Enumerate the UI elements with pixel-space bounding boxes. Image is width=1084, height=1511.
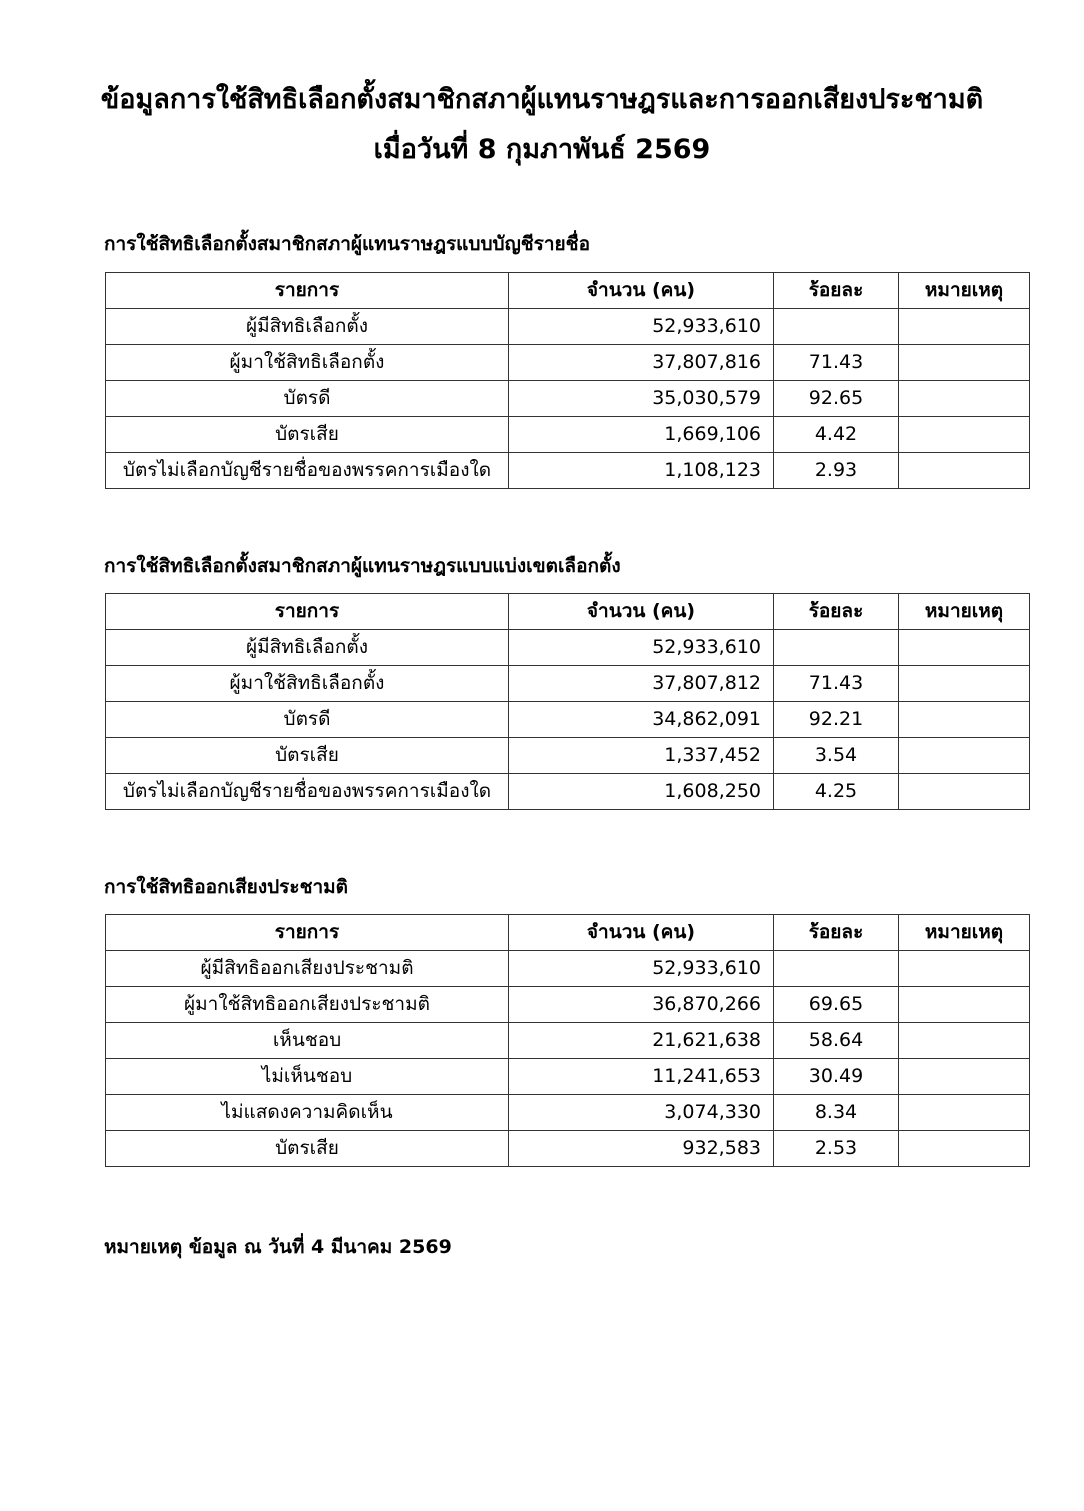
table-header-row bbox=[106, 594, 1030, 630]
cell-percent bbox=[774, 630, 899, 666]
column-header-count: จำนวน (คน) bbox=[509, 273, 774, 309]
cell-remark bbox=[899, 702, 1030, 738]
column-header-count: จำนวน (คน) bbox=[509, 594, 774, 630]
cell-percent: 71.43 bbox=[774, 666, 899, 702]
cell-item: บัตรดี bbox=[106, 702, 509, 738]
section-heading-referendum: การใช้สิทธิออกเสียงประชามติ bbox=[104, 876, 348, 898]
cell-item: ผู้มาใช้สิทธิเลือกตั้ง bbox=[106, 666, 509, 702]
table-row bbox=[106, 309, 1030, 345]
cell-item: เห็นชอบ bbox=[106, 1023, 509, 1059]
page-subtitle-date: เมื่อวันที่ 8 กุมภาพันธ์ 2569 bbox=[373, 134, 711, 165]
table-row bbox=[106, 345, 1030, 381]
cell-count: 3,074,330 bbox=[509, 1095, 774, 1131]
cell-item: ผู้มีสิทธิออกเสียงประชามติ bbox=[106, 951, 509, 987]
cell-count: 1,108,123 bbox=[509, 453, 774, 489]
cell-count: 52,933,610 bbox=[509, 309, 774, 345]
cell-percent: 3.54 bbox=[774, 738, 899, 774]
cell-item: ไม่แสดงความคิดเห็น bbox=[106, 1095, 509, 1131]
cell-remark bbox=[899, 987, 1030, 1023]
referendum-table bbox=[105, 914, 1030, 1167]
cell-remark bbox=[899, 381, 1030, 417]
column-header-item: รายการ bbox=[106, 273, 509, 309]
cell-remark bbox=[899, 1095, 1030, 1131]
cell-percent bbox=[774, 309, 899, 345]
column-header-count: จำนวน (คน) bbox=[509, 915, 774, 951]
cell-percent: 8.34 bbox=[774, 1095, 899, 1131]
table-row bbox=[106, 774, 1030, 810]
cell-count: 1,608,250 bbox=[509, 774, 774, 810]
column-header-percent: ร้อยละ bbox=[774, 915, 899, 951]
cell-item: บัตรเสีย bbox=[106, 738, 509, 774]
cell-count: 52,933,610 bbox=[509, 951, 774, 987]
column-header-item: รายการ bbox=[106, 594, 509, 630]
cell-remark bbox=[899, 738, 1030, 774]
table-row bbox=[106, 417, 1030, 453]
table-row bbox=[106, 1059, 1030, 1095]
table-row bbox=[106, 1131, 1030, 1167]
cell-count: 1,669,106 bbox=[509, 417, 774, 453]
page-title: ข้อมูลการใช้สิทธิเลือกตั้งสมาชิกสภาผู้แทนราษฎรและการออกเสียงประชามติ bbox=[100, 84, 984, 115]
table-header-row bbox=[106, 915, 1030, 951]
table-row bbox=[106, 666, 1030, 702]
section-heading-party-list: การใช้สิทธิเลือกตั้งสมาชิกสภาผู้แทนราษฎรแบบบัญชีรายชื่อ bbox=[104, 233, 590, 255]
cell-item: ผู้มีสิทธิเลือกตั้ง bbox=[106, 309, 509, 345]
cell-item: บัตรเสีย bbox=[106, 1131, 509, 1167]
cell-count: 34,862,091 bbox=[509, 702, 774, 738]
column-header-percent: ร้อยละ bbox=[774, 273, 899, 309]
table-row bbox=[106, 1023, 1030, 1059]
table-row bbox=[106, 738, 1030, 774]
cell-count: 52,933,610 bbox=[509, 630, 774, 666]
cell-remark bbox=[899, 774, 1030, 810]
column-header-item: รายการ bbox=[106, 915, 509, 951]
table-row bbox=[106, 453, 1030, 489]
cell-count: 11,241,653 bbox=[509, 1059, 774, 1095]
column-header-percent: ร้อยละ bbox=[774, 594, 899, 630]
cell-remark bbox=[899, 666, 1030, 702]
cell-percent: 30.49 bbox=[774, 1059, 899, 1095]
cell-remark bbox=[899, 951, 1030, 987]
cell-count: 932,583 bbox=[509, 1131, 774, 1167]
table-header-row bbox=[106, 273, 1030, 309]
column-header-remark: หมายเหตุ bbox=[899, 594, 1030, 630]
cell-percent: 4.25 bbox=[774, 774, 899, 810]
cell-count: 37,807,816 bbox=[509, 345, 774, 381]
table-row bbox=[106, 381, 1030, 417]
cell-count: 1,337,452 bbox=[509, 738, 774, 774]
cell-remark bbox=[899, 453, 1030, 489]
party-list-table bbox=[105, 272, 1030, 489]
cell-count: 37,807,812 bbox=[509, 666, 774, 702]
constituency-table bbox=[105, 593, 1030, 810]
cell-count: 35,030,579 bbox=[509, 381, 774, 417]
cell-percent: 2.93 bbox=[774, 453, 899, 489]
cell-count: 21,621,638 bbox=[509, 1023, 774, 1059]
table-row bbox=[106, 630, 1030, 666]
table-row bbox=[106, 951, 1030, 987]
cell-remark bbox=[899, 1023, 1030, 1059]
cell-item: บัตรเสีย bbox=[106, 417, 509, 453]
cell-count: 36,870,266 bbox=[509, 987, 774, 1023]
cell-remark bbox=[899, 1059, 1030, 1095]
cell-percent: 4.42 bbox=[774, 417, 899, 453]
cell-percent: 71.43 bbox=[774, 345, 899, 381]
cell-percent: 58.64 bbox=[774, 1023, 899, 1059]
table-row bbox=[106, 987, 1030, 1023]
table-row bbox=[106, 702, 1030, 738]
cell-item: ผู้มีสิทธิเลือกตั้ง bbox=[106, 630, 509, 666]
cell-percent: 2.53 bbox=[774, 1131, 899, 1167]
cell-percent: 92.65 bbox=[774, 381, 899, 417]
cell-item: บัตรไม่เลือกบัญชีรายชื่อของพรรคการเมืองใด bbox=[106, 774, 509, 810]
cell-percent: 69.65 bbox=[774, 987, 899, 1023]
column-header-remark: หมายเหตุ bbox=[899, 915, 1030, 951]
cell-remark bbox=[899, 630, 1030, 666]
cell-item: บัตรดี bbox=[106, 381, 509, 417]
cell-remark bbox=[899, 417, 1030, 453]
cell-item: ผู้มาใช้สิทธิเลือกตั้ง bbox=[106, 345, 509, 381]
cell-percent: 92.21 bbox=[774, 702, 899, 738]
section-heading-constituency: การใช้สิทธิเลือกตั้งสมาชิกสภาผู้แทนราษฎรแบบแบ่งเขตเลือกตั้ง bbox=[104, 555, 621, 577]
cell-remark bbox=[899, 1131, 1030, 1167]
cell-remark bbox=[899, 345, 1030, 381]
cell-item: ผู้มาใช้สิทธิออกเสียงประชามติ bbox=[106, 987, 509, 1023]
cell-remark bbox=[899, 309, 1030, 345]
cell-item: ไม่เห็นชอบ bbox=[106, 1059, 509, 1095]
cell-item: บัตรไม่เลือกบัญชีรายชื่อของพรรคการเมืองใด bbox=[106, 453, 509, 489]
column-header-remark: หมายเหตุ bbox=[899, 273, 1030, 309]
cell-percent bbox=[774, 951, 899, 987]
table-row bbox=[106, 1095, 1030, 1131]
footnote: หมายเหตุ ข้อมูล ณ วันที่ 4 มีนาคม 2569 bbox=[104, 1236, 452, 1258]
